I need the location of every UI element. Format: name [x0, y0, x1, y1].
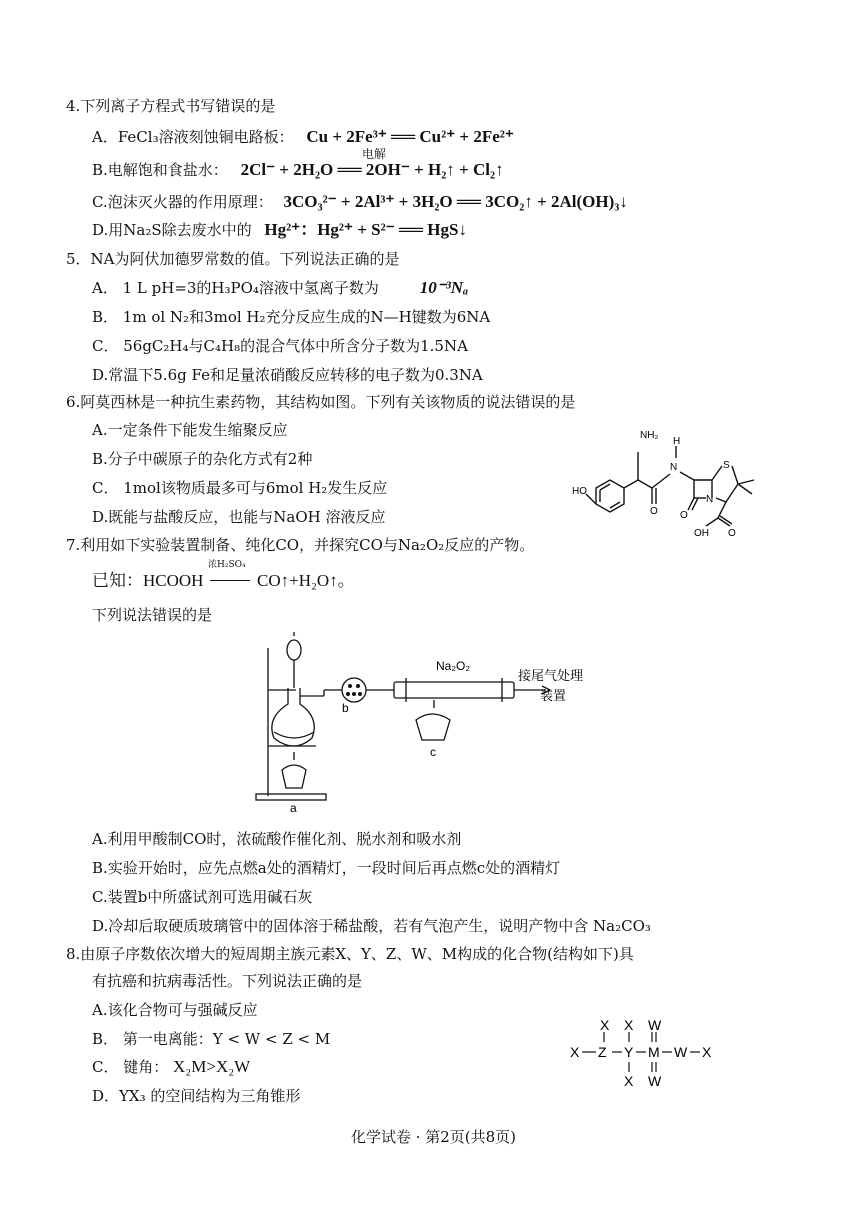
- q8-stem-line1: 8.由原子序数依次增大的短周期主族元素X、Y、Z、W、M构成的化合物(结构如下)具: [66, 945, 634, 963]
- q7-known-suffix: CO↑+H₂O↑。: [257, 571, 355, 590]
- amox-ho-label: HO: [572, 486, 587, 497]
- dropping-funnel: [287, 640, 301, 660]
- label-tail-gas-2: 装置: [540, 688, 567, 703]
- q5-option-d: D.常温下5.6g Fe和足量浓硝酸反应转移的电子数为0.3NA: [92, 366, 483, 384]
- q7-known: [92, 571, 355, 591]
- amox-h-label: H: [673, 436, 681, 447]
- q4-stem: 4.下列离子方程式书写错误的是: [66, 97, 276, 115]
- q7-reaction-arrow: [210, 580, 250, 581]
- q6-option-d: D.既能与盐酸反应，也能与NaOH 溶液反应: [92, 508, 386, 526]
- label-c: c: [430, 745, 436, 759]
- q4-option-b: [92, 160, 504, 180]
- q4-option-d-text: D.用Na₂S除去废水中的: [92, 221, 252, 239]
- q8-option-c-equation: X₂M>X₂W: [173, 1057, 251, 1076]
- struct-x-bottom: X: [624, 1073, 634, 1089]
- amox-s-label: S: [723, 460, 730, 471]
- q4-option-d: [92, 220, 467, 240]
- q5-option-a-text: A． 1 L pH=3的H₃PO₄溶液中氢离子数为: [92, 279, 379, 297]
- struct-x-top-1: X: [600, 1017, 610, 1033]
- struct-z: Z: [598, 1044, 607, 1060]
- q7-option-a: A.利用甲酸制CO时，浓硫酸作催化剂、脱水剂和吸水剂: [92, 830, 462, 848]
- q7-option-c: C.装置b中所盛试剂可选用碱石灰: [92, 888, 313, 906]
- label-b: b: [342, 701, 349, 715]
- amox-oh-label: OH: [694, 528, 709, 539]
- q5-option-a: [92, 278, 468, 298]
- q6-option-b: B.分子中碳原子的杂化方式有2种: [92, 450, 313, 468]
- label-tail-gas-1: 接尾气处理: [518, 668, 584, 683]
- q8-option-d: D．YX₃ 的空间结构为三角锥形: [92, 1087, 301, 1105]
- q6-option-a: A.一定条件下能发生缩聚反应: [92, 421, 288, 439]
- struct-x-top-2: X: [624, 1017, 634, 1033]
- amox-carbonyl-o-label: O: [728, 528, 736, 539]
- struct-x-right: X: [702, 1044, 712, 1060]
- q8-option-c-text: C． 键角：: [92, 1058, 169, 1076]
- q5-option-c: C． 56gC₂H₄与C₄H₈的混合气体中所含分子数为1.5NA: [92, 337, 468, 355]
- struct-w-top: W: [648, 1017, 662, 1033]
- q6-option-c: C． 1mol该物质最多可与6mol H₂发生反应: [92, 479, 388, 497]
- q7-stem: 7.利用如下实验装置制备、纯化CO，并探究CO与Na₂O₂反应的产物。: [66, 536, 535, 554]
- struct-m: M: [648, 1044, 660, 1060]
- amox-ring-n-label: N: [706, 494, 714, 505]
- q4-option-c-equation: 3CO₃²⁻ + 2Al³⁺ + 3H₂O ══ 3CO₂↑ + 2Al(OH)₃↓: [283, 192, 628, 211]
- q4-option-b-condition: 电解: [362, 147, 387, 161]
- q7-known-prefix: 已知：HCOOH: [92, 571, 204, 590]
- distilling-flask: [272, 688, 314, 746]
- burner-a: [282, 765, 306, 788]
- struct-x-left: X: [570, 1044, 580, 1060]
- q4-option-c: [92, 192, 628, 212]
- struct-y: Y: [624, 1044, 634, 1060]
- amox-n-label: N: [670, 462, 678, 473]
- burner-c: [416, 714, 450, 740]
- q7-option-d: D.冷却后取硬质玻璃管中的固体溶于稀盐酸，若有气泡产生，说明产物中含 Na₂CO₃: [92, 917, 651, 935]
- label-a: a: [290, 801, 297, 815]
- label-na2o2: Na₂O₂: [436, 659, 470, 673]
- q7-option-b: B.实验开始时，应先点燃a处的酒精灯，一段时间后再点燃c处的酒精灯: [92, 859, 561, 877]
- q8-option-b: B． 第一电离能：Y < W < Z < M: [92, 1030, 331, 1048]
- q5-stem: 5．NA为阿伏加德罗常数的值。下列说法正确的是: [66, 250, 400, 268]
- q4-option-b-equation: 2Cl⁻ + 2H₂O ══ 2OH⁻ + H₂↑ + Cl₂↑: [240, 160, 504, 179]
- q5-option-b: B． 1m ol N₂和3mol H₂充分反应生成的N—H键数为6NA: [92, 308, 491, 326]
- drying-tube-b: [342, 678, 366, 702]
- q6-stem: 6.阿莫西林是一种抗生素药物，其结构如图。下列有关该物质的说法错误的是: [66, 393, 576, 411]
- q8-option-c: [92, 1057, 250, 1077]
- q4-option-c-text: C.泡沫灭火器的作用原理：: [92, 193, 273, 211]
- q8-stem-line2: 有抗癌和抗病毒活性。下列说法正确的是: [92, 972, 363, 990]
- co-apparatus-figure: [246, 628, 606, 818]
- amox-lactam-o-label: O: [680, 510, 688, 521]
- stand-base: [256, 794, 326, 800]
- q8-structure: [566, 1014, 726, 1090]
- q7-known-condition: 浓H₂SO₄: [208, 560, 246, 570]
- q4-option-a-equation: Cu + 2Fe³⁺ ══ Cu²⁺ + 2Fe²⁺: [306, 127, 514, 146]
- q4-option-a-text: A．FeCl₃溶液刻蚀铜电路板：: [92, 128, 294, 146]
- q5-option-a-value: 10⁻³Nₐ: [419, 278, 469, 297]
- page-footer: 化学试卷 · 第2页(共8页): [350, 1128, 517, 1146]
- amoxicillin-structure: [566, 418, 766, 542]
- q7-lead: 下列说法错误的是: [92, 606, 213, 624]
- amox-nh2-label: NH₂: [640, 430, 659, 441]
- q4-option-b-text: B.电解饱和食盐水：: [92, 161, 228, 179]
- amox-amide-o-label: O: [650, 506, 658, 517]
- hard-glass-tube: [394, 682, 514, 698]
- q4-option-a: [92, 127, 514, 147]
- q4-option-d-equation: Hg²⁺：Hg²⁺ + S²⁻ ══ HgS↓: [264, 220, 467, 239]
- q8-option-a: A.该化合物可与强碱反应: [92, 1001, 258, 1019]
- struct-w-bottom: W: [648, 1073, 662, 1089]
- struct-w-right: W: [674, 1044, 688, 1060]
